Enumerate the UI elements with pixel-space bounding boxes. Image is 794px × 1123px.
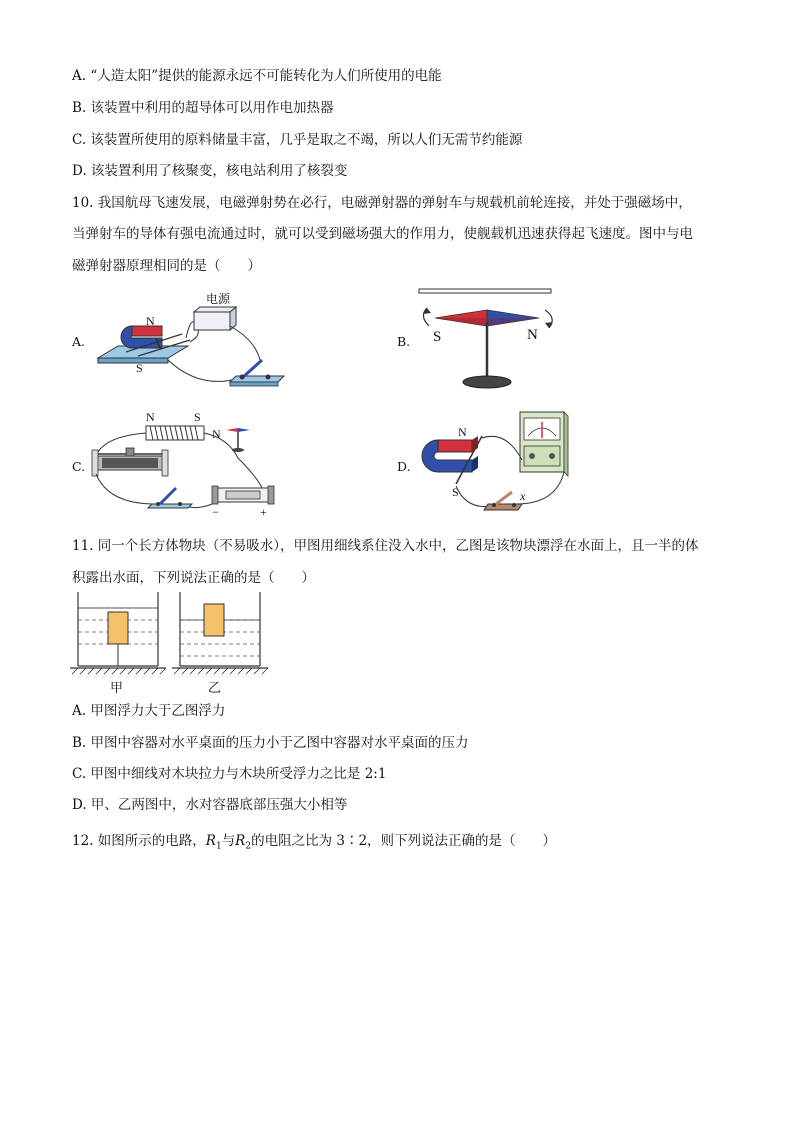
fig-a-switch <box>230 376 284 382</box>
fig-b-diagram <box>405 286 565 396</box>
q9-option-c: C. 该装置所使用的原料储量丰富，几乎是取之不竭，所以人们无需节约能源 <box>72 132 523 148</box>
q10-stem-line2: 当弹射车的导体有强电流通过时，就可以受到磁场强大的作用力，使舰载机迅速获得起飞速度。图中与电 <box>72 226 693 242</box>
q12-r1-sub: 1 <box>215 841 222 852</box>
fig-a-n-label: N <box>146 314 155 328</box>
q12-suffix: 的电阻之比为 3∶2，则下列说法正确的是（ ） <box>251 833 557 849</box>
q11-figures <box>70 590 280 696</box>
fig-d-magnet-n <box>438 440 472 452</box>
q10-stem-line3: 磁弹射器原理相同的是（ ） <box>72 258 261 274</box>
fig-c-switch <box>148 504 192 508</box>
fig-b-s-label: S <box>433 329 442 345</box>
q12-r2-sub: 2 <box>245 841 252 852</box>
fig-d-s-label: S <box>452 485 459 499</box>
fig-c-n1-label: N <box>146 410 155 424</box>
fig-d-diagram <box>416 408 576 520</box>
fig-a-s-label: S <box>136 361 143 375</box>
q12-r2: R <box>235 833 246 849</box>
fig-yi-block <box>204 604 224 636</box>
q11-option-a: A. 甲图浮力大于乙图浮力 <box>72 703 226 719</box>
q10-stem-line1: 10. 我国航母飞速发展，电磁弹射势在必行，电磁弹射器的弹射车与规载机前轮连接，并处于强磁场中， <box>72 195 692 211</box>
fig-d-switch <box>484 504 522 510</box>
q12-mid: 与 <box>221 833 236 849</box>
fig-c-plus: + <box>260 505 267 519</box>
q12-r1: R <box>205 833 216 849</box>
fig-c-minus: − <box>212 505 219 519</box>
fig-d-n-label: N <box>458 425 467 439</box>
fig-yi-container <box>172 592 268 674</box>
q9-option-a: A. “人造太阳”提供的能源永远不可能转化为人们所使用的电能 <box>72 68 442 84</box>
q9-option-d: D. 该装置利用了核聚变，核电站利用了核裂变 <box>72 163 348 179</box>
fig-b-label: B. <box>397 334 411 349</box>
fig-b-wire <box>419 289 551 293</box>
fig-b-n-label: N <box>527 327 538 343</box>
fig-c-label: C. <box>72 459 86 474</box>
fig-c-s1-label: S <box>194 410 201 424</box>
fig-jia-block <box>108 612 128 644</box>
q11-option-c: C. 甲图中细线对木块拉力与木块所受浮力之比是 2:1 <box>72 766 387 782</box>
q11-option-d: D. 甲、乙两图中，水对容器底部压强大小相等 <box>72 797 348 813</box>
q11-option-b: B. 甲图中容器对水平桌面的压力小于乙图中容器对水平桌面的压力 <box>72 735 469 751</box>
fig-yi-label: 乙 <box>208 680 222 695</box>
q12-prefix: 12. 如图所示的电路， <box>72 833 206 849</box>
fig-jia-label: 甲 <box>110 680 124 695</box>
q12-stem <box>72 833 556 855</box>
fig-d-label: D. <box>397 459 411 474</box>
fig-a-power-label: 电源 <box>206 292 231 306</box>
q11-stem-line1: 11. 同一个长方体物块（不易吸水），甲图用细线系住没入水中，乙图是该物块漂浮在水面上，且一半的体 <box>72 538 699 554</box>
fig-jia-container <box>70 592 166 674</box>
fig-c-diagram <box>88 408 288 520</box>
fig-d-x-label: x <box>520 489 526 503</box>
fig-c-n2-label: N <box>212 427 221 441</box>
fig-a-label: A. <box>72 334 86 349</box>
q11-stem-line2: 积露出水面，下列说法正确的是（ ） <box>72 570 315 586</box>
fig-a-diagram <box>90 290 310 400</box>
fig-a-power-box <box>194 312 230 330</box>
q9-option-b: B. 该装置中利用的超导体可以用作电加热器 <box>72 100 334 116</box>
